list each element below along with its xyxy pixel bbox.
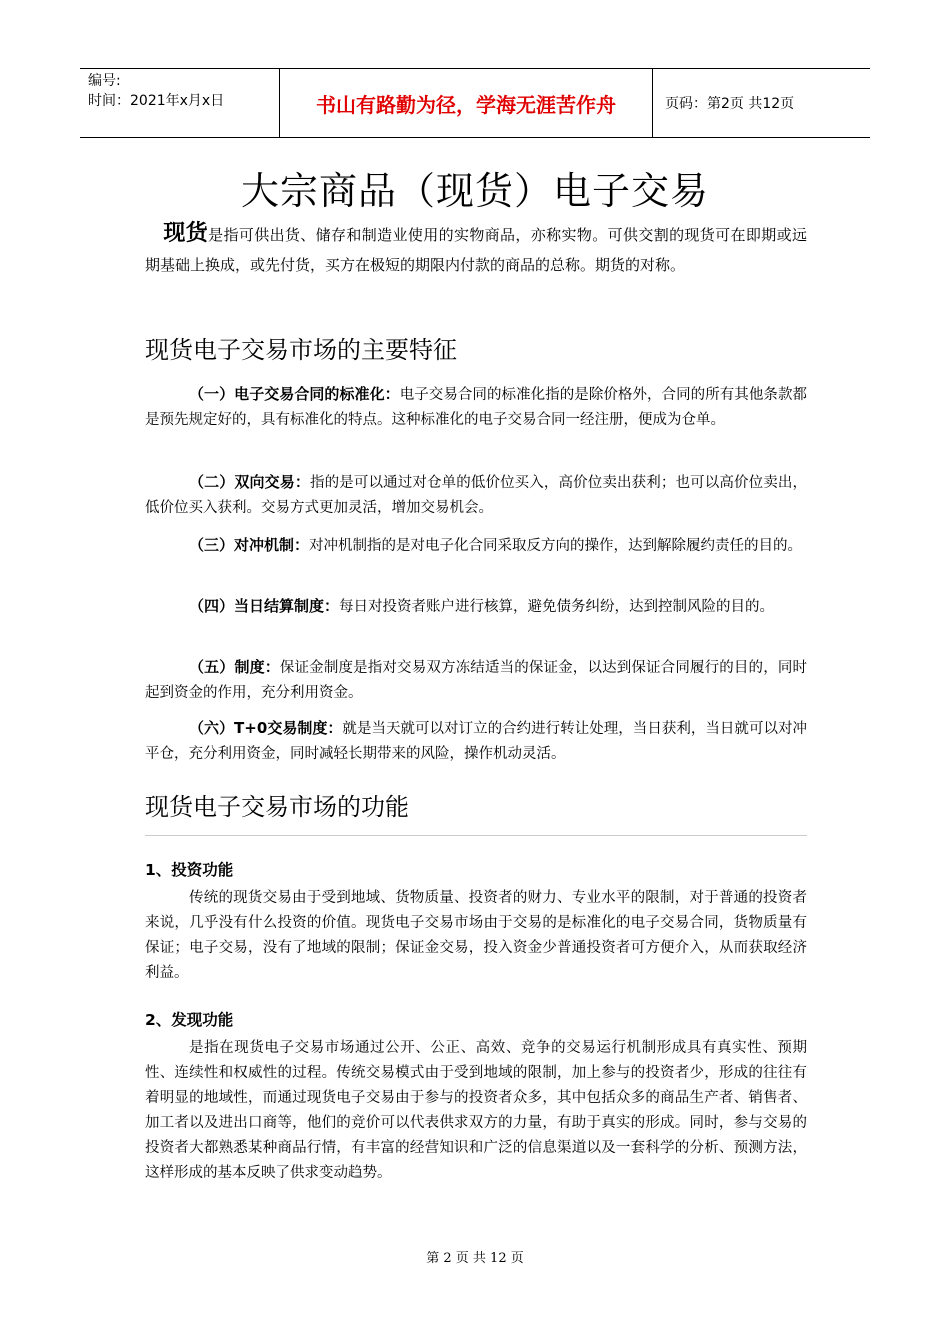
- feature-text: 指的是可以通过对仓单的低价位买入，高价位卖出获利；也可以高价位卖出，低价位买入获利。交易方式更加灵活，增加交易机会。: [145, 475, 807, 516]
- number-label: 编号:: [88, 73, 121, 89]
- feature-item: [145, 533, 807, 559]
- feature-item: [145, 655, 807, 706]
- feature-label: （六）T+0交易制度：: [189, 719, 343, 737]
- subsection-title: 2、发现功能: [145, 1011, 234, 1029]
- feature-text: 电子交易合同的标准化指的是除价格外，合同的所有其他条款都是预先规定好的，具有标准化的特点。这种标准化的电子交易合同一经注册，便成为仓单。: [145, 387, 807, 428]
- feature-item: [145, 594, 807, 620]
- feature-item: [145, 382, 807, 433]
- header-table: [80, 68, 870, 138]
- subsection-text: 是指在现货电子交易市场通过公开、公正、高效、竞争的交易运行机制形成具有真实性、预期性、连续性和权威性的过程。传统交易模式由于受到地域的限制，加上参与的投资者少，形成的往往有着明显的地域性，而通过现货电子交易由于参与的投资者众多，其中包括众多的商品生产者、销售者、加工者以及进出口商等，他们的竞价可以代表供求双方的力量，有助于真实的形成。同时，参与交易的投资者大都熟悉某种商品行情，有丰富的经营知识和广泛的信息渠道以及一套科学的分析、预测方法，这样形成的基本反映了供求变动趋势。: [145, 1040, 807, 1181]
- feature-label: （四）当日结算制度：: [189, 597, 340, 615]
- feature-label: （五）制度：: [189, 658, 280, 676]
- feature-item: [145, 470, 807, 521]
- feature-text: 保证金制度是指对交易双方冻结适当的保证金，以达到保证合同履行的目的，同时起到资金的作用，充分利用资金。: [145, 660, 807, 701]
- intro-text: 是指可供出货、储存和制造业使用的实物商品，亦称实物。可供交割的现货可在即期或远期基础上换成，或先付货，买方在极短的期限内付款的商品的总称。期货的对称。: [145, 226, 807, 274]
- feature-label: （一）电子交易合同的标准化：: [189, 385, 400, 403]
- intro-paragraph: [145, 218, 807, 280]
- page-footer: 第 2 页 共 12 页: [426, 1251, 524, 1266]
- document-title: 大宗商品（现货）电子交易: [240, 169, 709, 213]
- time-label: 时间：2021年x月x日: [88, 93, 225, 109]
- feature-text: 对冲机制指的是对电子化合同采取反方向的操作，达到解除履约责任的目的。: [309, 538, 803, 554]
- feature-text: 每日对投资者账户进行核算，避免债务纠纷，达到控制风险的目的。: [339, 599, 775, 615]
- header-motto: 书山有路勤为径，学海无涯苦作舟: [280, 69, 653, 137]
- section1-heading: 现货电子交易市场的主要特征: [145, 336, 457, 364]
- header-page-label: 页码：第2页 共12页: [665, 96, 795, 112]
- subsection-text: 传统的现货交易由于受到地域、货物质量、投资者的财力、专业水平的限制，对于普通的投资者来说，几乎没有什么投资的价值。现货电子交易市场由于交易的是标准化的电子交易合同，货物质量有保证；电子交易，没有了地域的限制；保证金交易，投入资金少普通投资者可方便介入，从而获取经济利益。: [145, 890, 807, 981]
- intro-lead: 现货: [163, 220, 209, 246]
- header-meta: [80, 69, 280, 137]
- feature-item: [145, 716, 807, 767]
- subsection-title: 1、投资功能: [145, 861, 234, 879]
- feature-label: （三）对冲机制：: [189, 536, 310, 554]
- feature-label: （二）双向交易：: [189, 473, 310, 491]
- section2-heading: 现货电子交易市场的功能: [145, 793, 409, 821]
- section-divider: [145, 835, 807, 836]
- feature-text: 就是当天就可以对订立的合约进行转让处理，当日获利，当日就可以对冲平仓，充分利用资金，同时减轻长期带来的风险，操作机动灵活。: [145, 721, 808, 762]
